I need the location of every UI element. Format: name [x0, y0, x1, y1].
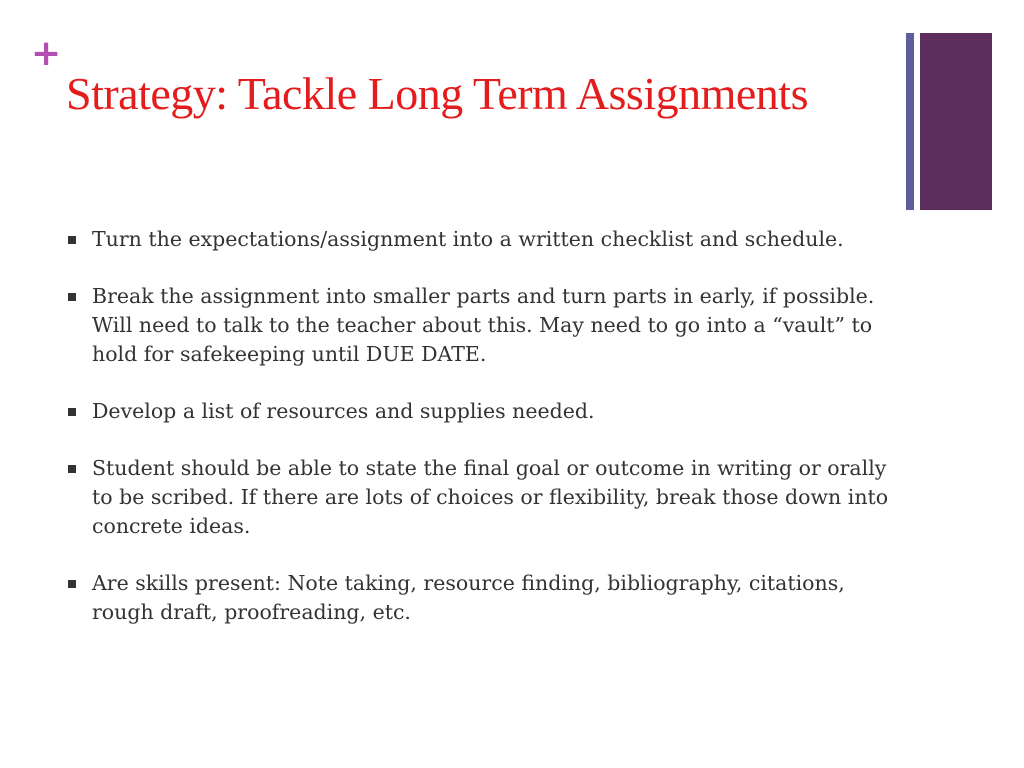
- plus-icon: +: [31, 33, 62, 74]
- slide-title: Strategy: Tackle Long Term Assignments: [66, 68, 808, 119]
- bullet-text: Turn the expectations/assignment into a written checklist and schedule.: [92, 227, 844, 251]
- bullet-text: Are skills present: Note taking, resource finding, bibliography, citations, rough draft, proofreading, etc.: [92, 571, 845, 624]
- bullet-text: Break the assignment into smaller parts and turn parts in early, if possible. Will need to talk to the teacher about this. May need to go into a “vault” to hold for safekeeping until DUE DATE.: [92, 284, 875, 366]
- bullet-item: [68, 397, 898, 426]
- bullet-text: Student should be able to state the final goal or outcome in writing or orally to be scribed. If there are lots of choices or flexibility, break those down into concrete ideas.: [92, 456, 889, 538]
- bullet-item: [68, 569, 898, 627]
- accent-bar-thick: [920, 33, 992, 210]
- bullet-item: [68, 454, 898, 541]
- bullet-square-icon: [68, 236, 76, 244]
- bullet-square-icon: [68, 580, 76, 588]
- bullet-square-icon: [68, 408, 76, 416]
- bullet-square-icon: [68, 465, 76, 473]
- bullet-list: [68, 225, 898, 655]
- bullet-item: [68, 282, 898, 369]
- bullet-square-icon: [68, 293, 76, 301]
- accent-bar-thin: [906, 33, 914, 210]
- bullet-item: [68, 225, 898, 254]
- bullet-text: Develop a list of resources and supplies needed.: [92, 399, 595, 423]
